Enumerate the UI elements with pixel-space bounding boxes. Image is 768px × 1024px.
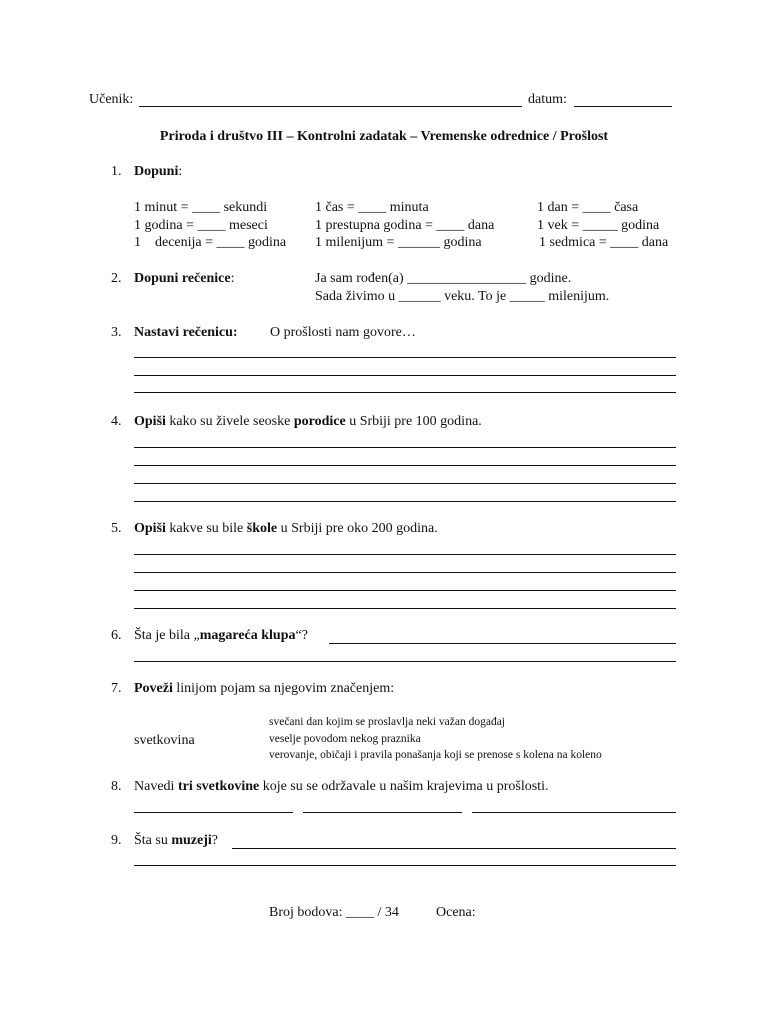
q3-number: 3. — [111, 325, 122, 340]
date-label: datum: — [528, 92, 567, 107]
q6-number: 6. — [111, 628, 122, 643]
q1-item: 1 decenija = ____ godina — [134, 235, 287, 250]
q1-item: 1 milenijum = ______ godina — [315, 235, 482, 250]
answer-line[interactable] — [134, 572, 676, 573]
q5-number: 5. — [111, 521, 122, 536]
answer-line[interactable] — [134, 501, 676, 502]
q1-item: 1 prestupna godina = ____ dana — [315, 218, 495, 233]
answer-line[interactable] — [134, 465, 676, 466]
q2-prompt: Dopuni rečenice: — [134, 271, 235, 286]
q2-sentence-1: Ja sam rođen(a) _________________ godine. — [315, 271, 572, 286]
q7-term: svetkovina — [134, 733, 195, 748]
answer-line[interactable] — [232, 848, 676, 849]
answer-line[interactable] — [329, 643, 676, 644]
answer-line[interactable] — [472, 812, 676, 813]
q3-sentence-start: O prošlosti nam govore… — [270, 325, 416, 340]
q7-prompt: Poveži linijom pojam sa njegovim značenjem: — [134, 681, 395, 696]
q7-number: 7. — [111, 681, 122, 696]
q4-prompt: Opiši kako su živele seoske porodice u Srbiji pre 100 godina. — [134, 414, 482, 429]
answer-line[interactable] — [134, 661, 676, 662]
page-title: Priroda i društvo III – Kontrolni zadatak – Vremenske odrednice / Prošlost — [159, 129, 609, 144]
q7-meaning: verovanje, običaji i pravila ponašanja koji se prenose s kolena na koleno — [269, 749, 602, 761]
q1-item: 1 dan = ____ časa — [537, 200, 639, 215]
answer-line[interactable] — [134, 865, 676, 866]
answer-line[interactable] — [134, 392, 676, 393]
answer-line[interactable] — [134, 608, 676, 609]
answer-line[interactable] — [134, 483, 676, 484]
q9-prompt: Šta su muzeji? — [134, 833, 218, 848]
q1-item: 1 minut = ____ sekundi — [134, 200, 268, 215]
q7-meaning: veselje povodom nekog praznika — [269, 733, 421, 745]
q8-prompt: Navedi tri svetkovine koje su se održavale u našim krajevima u prošlosti. — [134, 779, 549, 794]
answer-line[interactable] — [134, 554, 676, 555]
points-score: Broj bodova: ____ / 34 — [269, 905, 399, 920]
q1-item: 1 vek = _____ godina — [537, 218, 660, 233]
answer-line[interactable] — [303, 812, 462, 813]
q8-number: 8. — [111, 779, 122, 794]
q1-item: 1 čas = ____ minuta — [315, 200, 429, 215]
answer-line[interactable] — [134, 375, 676, 376]
q5-prompt: Opiši kakve su bile škole u Srbiji pre oko 200 godina. — [134, 521, 438, 536]
q9-number: 9. — [111, 833, 122, 848]
answer-line[interactable] — [134, 590, 676, 591]
q2-sentence-2: Sada živimo u ______ veku. To je _____ milenijum. — [315, 289, 610, 304]
q7-meaning: svečani dan kojim se proslavlja neki važan događaj — [269, 716, 505, 728]
q1-number: 1. — [111, 164, 122, 179]
q1-prompt: Dopuni: — [134, 164, 183, 179]
q4-number: 4. — [111, 414, 122, 429]
answer-line[interactable] — [134, 357, 676, 358]
answer-line[interactable] — [134, 447, 676, 448]
q3-prompt: Nastavi rečenicu: — [134, 325, 238, 340]
answer-line[interactable] — [134, 812, 293, 813]
student-label: Učenik: — [89, 92, 134, 107]
student-name-line[interactable] — [139, 106, 522, 107]
q2-number: 2. — [111, 271, 122, 286]
q6-prompt: Šta je bila „magareća klupa“? — [134, 628, 308, 643]
q1-item: 1 sedmica = ____ dana — [539, 235, 669, 250]
date-line[interactable] — [574, 106, 672, 107]
grade-label: Ocena: — [436, 905, 476, 920]
q1-item: 1 godina = ____ meseci — [134, 218, 268, 233]
